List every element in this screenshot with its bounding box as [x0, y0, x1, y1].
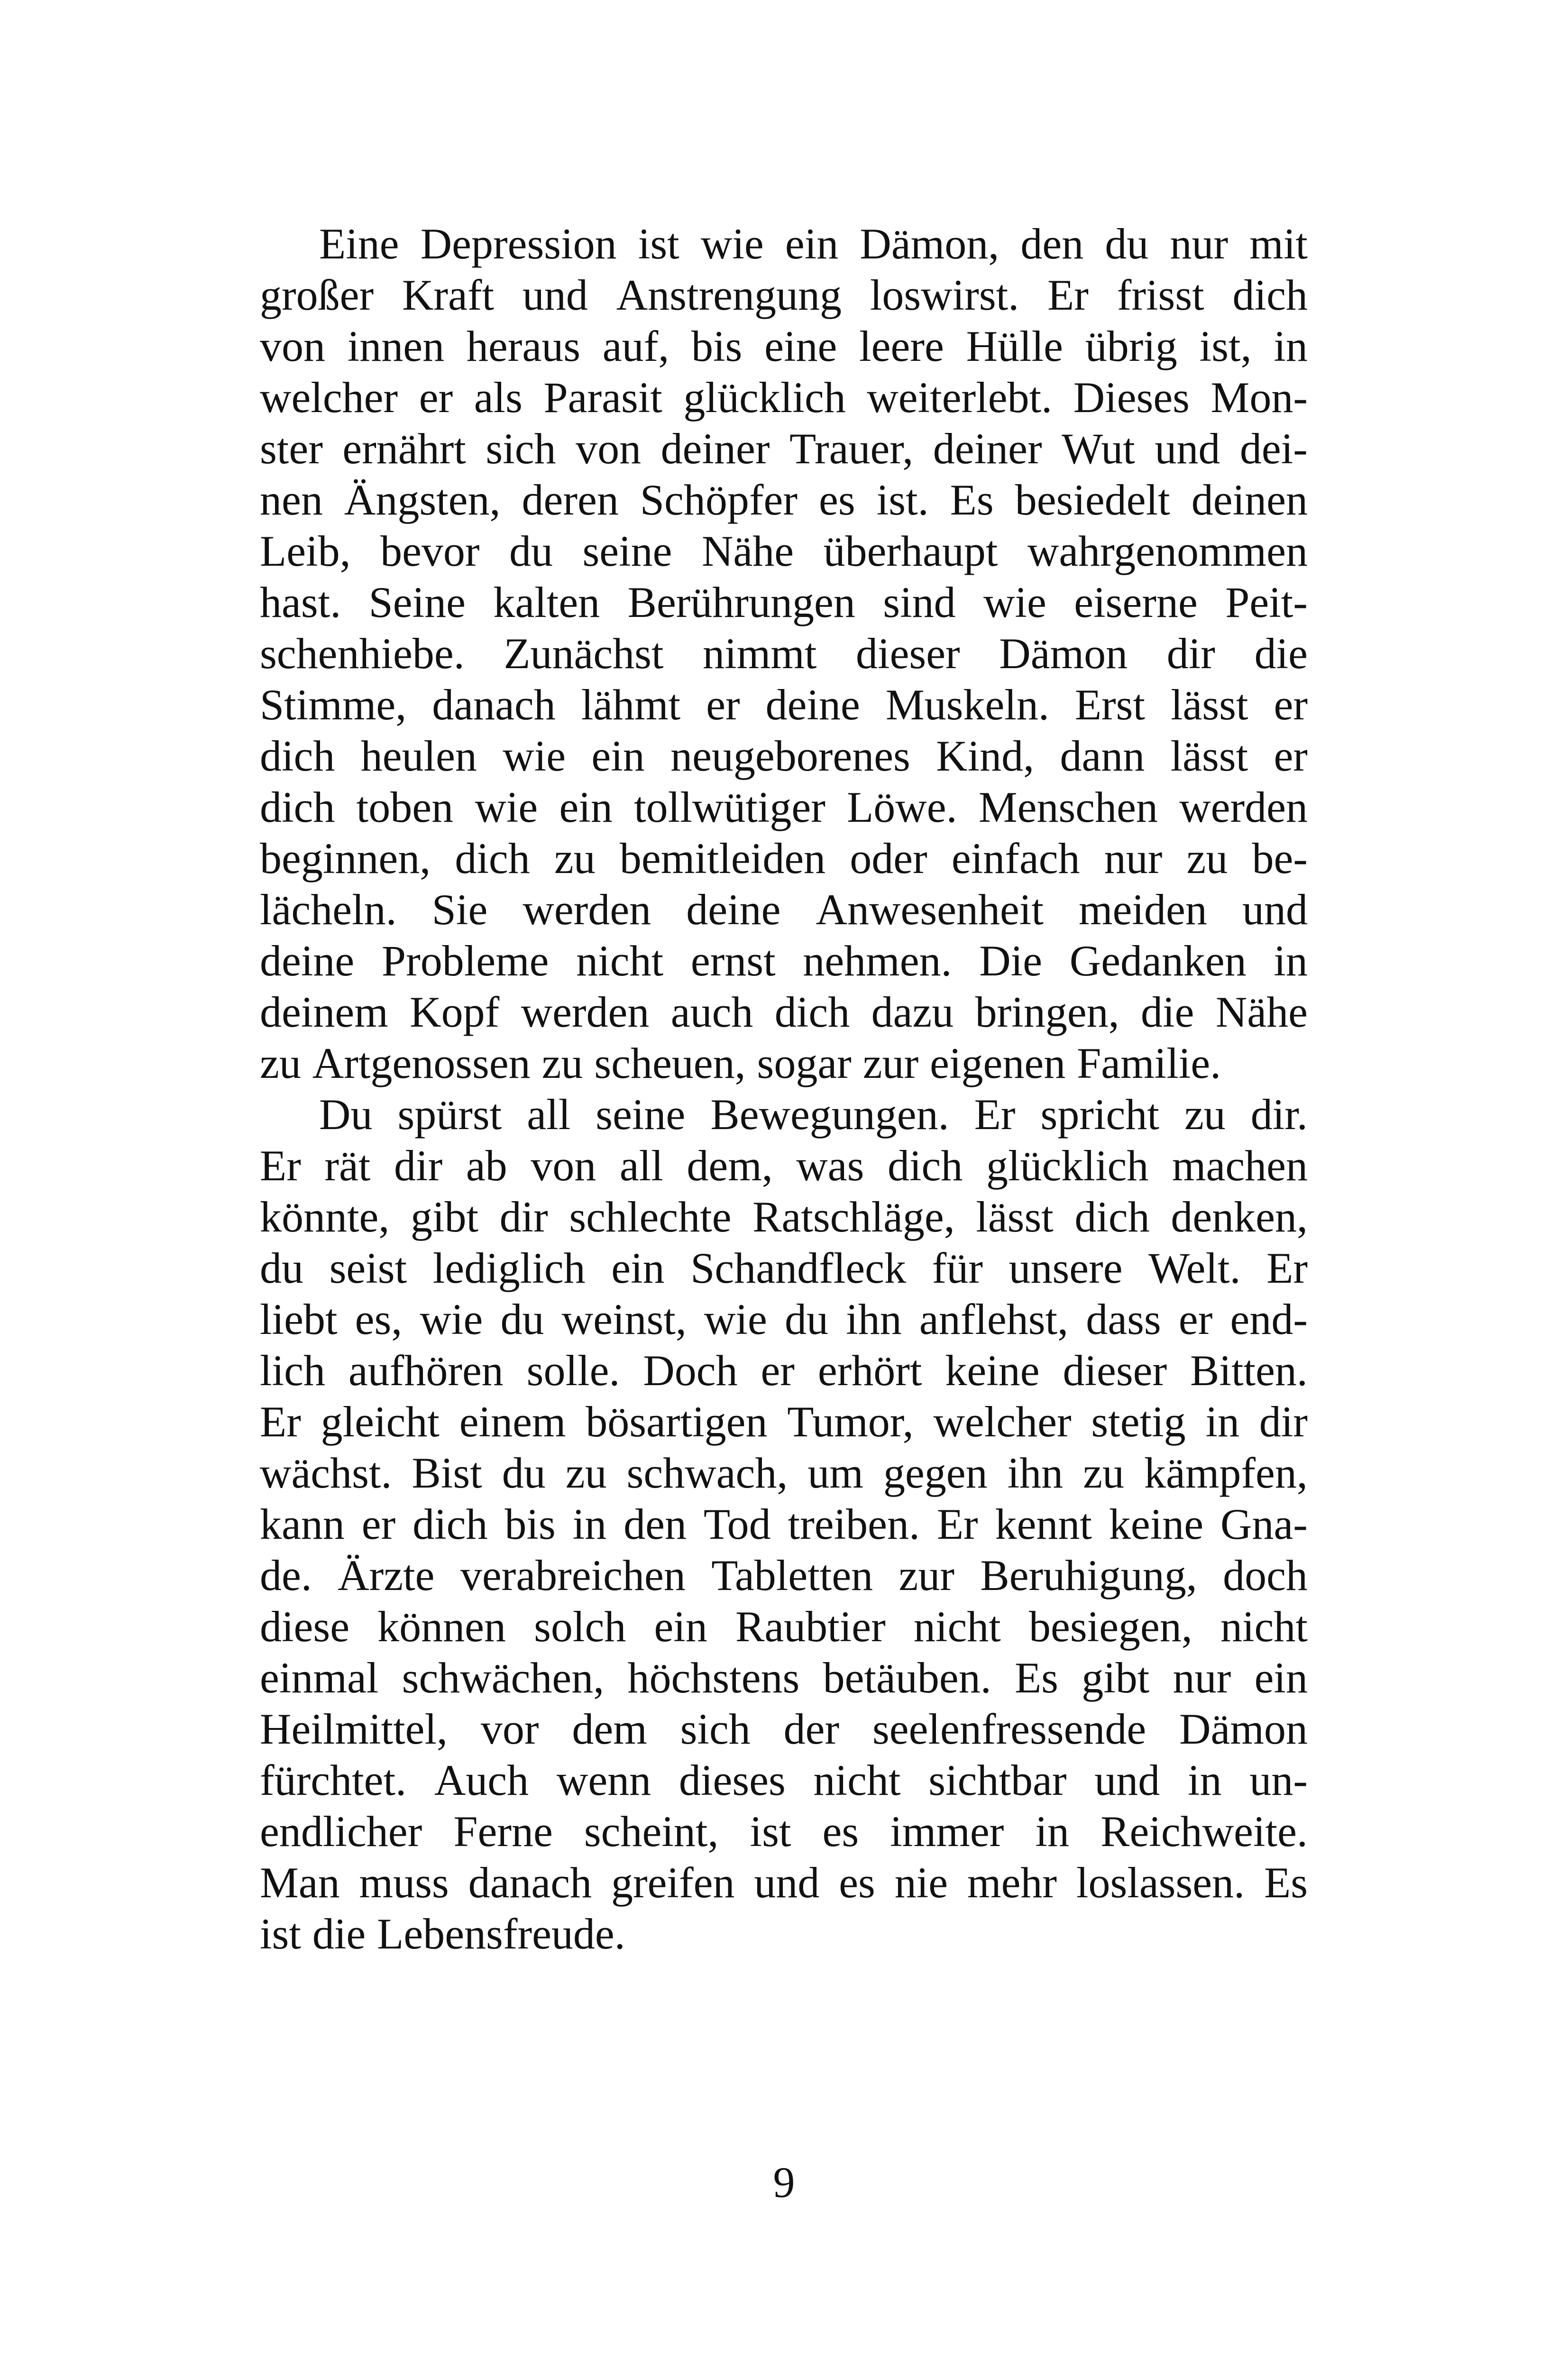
- page-number: 9: [773, 2158, 795, 2206]
- text-line: hast. Seine kalten Berührungen sind wie eiserne Peit-: [260, 578, 1308, 626]
- text-line: welcher er als Parasit glücklich weiterlebt. Dieses Mon-: [260, 373, 1308, 422]
- text-line: dich toben wie ein tollwütiger Löwe. Menschen werden: [260, 783, 1308, 831]
- text-line: dich heulen wie ein neugeborenes Kind, dann lässt er: [260, 732, 1308, 780]
- text-line: Heilmittel, vor dem sich der seelenfressende Dämon: [260, 1705, 1308, 1753]
- text-line: Er gleicht einem bösartigen Tumor, welcher stetig in dir: [260, 1397, 1308, 1446]
- text-line: Stimme, danach lähmt er deine Muskeln. Erst lässt er: [260, 680, 1308, 729]
- text-line: zu Artgenossen zu scheuen, sogar zur eigenen Familie.: [260, 1039, 1221, 1087]
- body-text: [260, 218, 1308, 1959]
- text-line: Leib, bevor du seine Nähe überhaupt wahrgenommen: [260, 527, 1308, 575]
- text-line: beginnen, dich zu bemitleiden oder einfach nur zu be-: [260, 834, 1308, 882]
- text-line: kann er dich bis in den Tod treiben. Er kennt keine Gna-: [260, 1500, 1308, 1548]
- text-line: deinem Kopf werden auch dich dazu bringen, die Nähe: [260, 988, 1308, 1036]
- text-line: liebt es, wie du weinst, wie du ihn anflehst, dass er end-: [260, 1295, 1308, 1343]
- text-line: Man muss danach greifen und es nie mehr loslassen. Es: [260, 1858, 1308, 1907]
- text-line: einmal schwächen, höchstens betäuben. Es gibt nur ein: [260, 1654, 1308, 1702]
- text-line: du seist lediglich ein Schandfleck für unsere Welt. Er: [260, 1244, 1308, 1292]
- text-line: nen Ängsten, deren Schöpfer es ist. Es besiedelt deinen: [260, 476, 1308, 524]
- text-line: endlicher Ferne scheint, ist es immer in Reichweite.: [260, 1807, 1308, 1856]
- text-line: schenhiebe. Zunächst nimmt dieser Dämon dir die: [260, 629, 1308, 678]
- text-line: Er rät dir ab von all dem, was dich glücklich machen: [260, 1141, 1308, 1190]
- text-line: Eine Depression ist wie ein Dämon, den du nur mit: [319, 220, 1308, 268]
- text-line: großer Kraft und Anstrengung loswirst. Er frisst dich: [260, 271, 1308, 319]
- text-line: könnte, gibt dir schlechte Ratschläge, lässt dich denken,: [260, 1193, 1308, 1241]
- text-line: lich aufhören solle. Doch er erhört keine dieser Bitten.: [260, 1346, 1308, 1395]
- text-line: ist die Lebensfreude.: [260, 1910, 625, 1958]
- text-line: von innen heraus auf, bis eine leere Hülle übrig ist, in: [260, 322, 1308, 370]
- text-line: wächst. Bist du zu schwach, um gegen ihn zu kämpfen,: [260, 1449, 1308, 1497]
- text-line: fürchtet. Auch wenn dieses nicht sichtbar und in un-: [260, 1756, 1308, 1804]
- text-line: ster ernährt sich von deiner Trauer, deiner Wut und dei-: [260, 424, 1308, 473]
- text-line: deine Probleme nicht ernst nehmen. Die Gedanken in: [260, 937, 1308, 985]
- text-line: de. Ärzte verabreichen Tabletten zur Beruhigung, doch: [260, 1551, 1308, 1599]
- text-line: diese können solch ein Raubtier nicht besiegen, nicht: [260, 1602, 1308, 1651]
- text-line: lächeln. Sie werden deine Anwesenheit meiden und: [260, 885, 1308, 934]
- text-line: Du spürst all seine Bewegungen. Er spricht zu dir.: [319, 1090, 1308, 1139]
